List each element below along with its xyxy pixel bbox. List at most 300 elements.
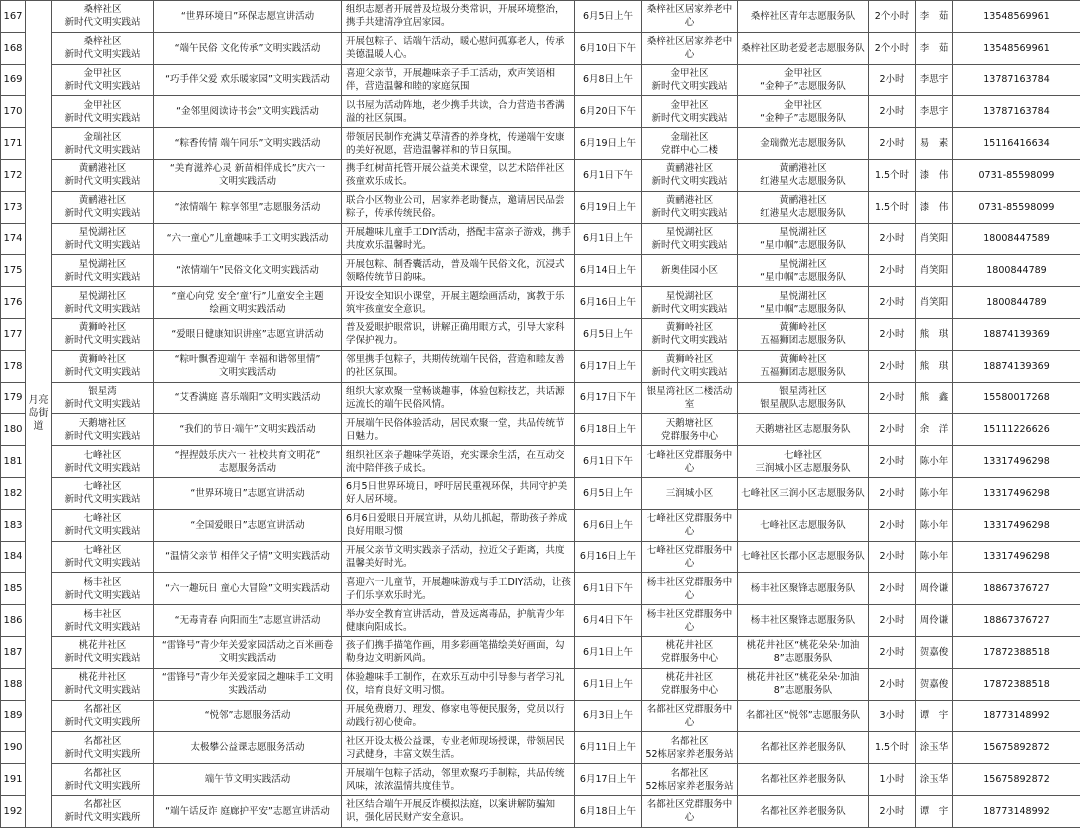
activity-description: 6月5日世界环境日，呼吁居民重视环保，共同守护美好人居环境。: [342, 477, 575, 509]
activity-duration: 2小时: [869, 668, 916, 700]
activity-name: [154, 64, 342, 96]
activity-place-line: 名都社区党群服务中心: [647, 799, 733, 823]
volunteer-team: [738, 446, 869, 478]
volunteer-team-line: 三润城小区志愿服务队: [755, 463, 850, 474]
contact-phone: 17872388518: [953, 636, 1080, 668]
contact-phone: 13548569961: [953, 1, 1080, 33]
contact-person: 肖笑阳: [916, 255, 953, 287]
volunteer-team-line: 黄鹂港社区: [779, 163, 827, 174]
volunteer-team-line: 银星湾社区: [779, 386, 827, 397]
contact-person: 漆 伟: [916, 191, 953, 223]
activity-place-line: 七峰社区党群服务中心: [647, 450, 733, 474]
activity-place-line: 七峰社区党群服务中心: [647, 545, 733, 569]
practice-site-line: 黄鹂港社区: [79, 195, 127, 206]
volunteer-team: [738, 32, 869, 64]
practice-site: [52, 255, 154, 287]
contact-person: 谭 宇: [916, 700, 953, 732]
practice-site-line: 星悦湖社区: [79, 259, 127, 270]
practice-site-line: 新时代文明实践站: [64, 590, 140, 601]
activity-place-line: 名都社区: [670, 736, 708, 747]
activity-duration: 2小时: [869, 350, 916, 382]
activity-name: [154, 700, 342, 732]
contact-person: 熊 琪: [916, 318, 953, 350]
contact-person: 易 素: [916, 128, 953, 160]
activity-date: 6月5日上午: [575, 318, 642, 350]
practice-site-line: 新时代文明实践所: [64, 812, 140, 823]
row-number: 170: [1, 96, 26, 128]
contact-person: 李 茹: [916, 32, 953, 64]
activity-date: 6月17日上午: [575, 764, 642, 796]
practice-site-line: 七峰社区: [83, 481, 121, 492]
activity-duration: 2小时: [869, 573, 916, 605]
activity-place-line: 桑梓社区居家养老中心: [647, 4, 733, 28]
activity-duration: 2小时: [869, 605, 916, 637]
activity-place: [642, 795, 738, 827]
activity-place: [642, 96, 738, 128]
activity-duration: 1.5个时: [869, 732, 916, 764]
table-row: [1, 541, 1080, 573]
row-number: 171: [1, 128, 26, 160]
activity-description: 邻里携手包粽子，共期传统端午民俗，营造和睦友善的社区氛围。: [342, 350, 575, 382]
activity-place-line: 黄狮岭社区: [666, 354, 714, 365]
volunteer-team: [738, 64, 869, 96]
row-number: 187: [1, 636, 26, 668]
practice-site-line: 新时代文明实践站: [64, 81, 140, 92]
volunteer-team: [738, 573, 869, 605]
activity-duration: 2小时: [869, 318, 916, 350]
practice-site-line: 杨丰社区: [83, 609, 121, 620]
table-row: [1, 668, 1080, 700]
volunteer-team: [738, 191, 869, 223]
row-number: 185: [1, 573, 26, 605]
contact-person: 涂玉华: [916, 764, 953, 796]
practice-site-line: 名都社区: [83, 799, 121, 810]
contact-person: 陈小年: [916, 541, 953, 573]
activity-description: 举办安全教育宣讲活动，普及远离毒品，护航青少年健康向阳成长。: [342, 605, 575, 637]
activity-date: 6月18日上午: [575, 414, 642, 446]
volunteer-team: [738, 700, 869, 732]
activity-description: 6月6日爱眼日开展宣讲，从幼儿抓起，帮助孩子养成良好用眼习惯: [342, 509, 575, 541]
row-number: 189: [1, 700, 26, 732]
contact-phone: 15580017268: [953, 382, 1080, 414]
volunteer-team: [738, 223, 869, 255]
practice-site: [52, 287, 154, 319]
row-number: 183: [1, 509, 26, 541]
practice-site-line: 名都社区: [83, 736, 121, 747]
activity-place-line: 金甲社区: [670, 100, 708, 111]
row-number: 178: [1, 350, 26, 382]
practice-site-line: 新时代文明实践站: [64, 685, 140, 696]
activity-name: [154, 382, 342, 414]
volunteer-team: [738, 732, 869, 764]
activity-name-line: “童心向党 安全‘童’行”儿童安全主题: [172, 291, 324, 302]
practice-site-line: 名都社区: [83, 768, 121, 779]
activity-place-line: 金甲社区: [670, 68, 708, 79]
contact-person: 陈小年: [916, 477, 953, 509]
practice-site: [52, 732, 154, 764]
practice-site-line: 新时代文明实践所: [64, 717, 140, 728]
practice-site: [52, 573, 154, 605]
activity-duration: 2小时: [869, 477, 916, 509]
activity-name: [154, 191, 342, 223]
practice-site: [52, 605, 154, 637]
volunteer-team-line: “星巾帼”志愿服务队: [760, 240, 846, 251]
activity-place: [642, 605, 738, 637]
activity-description: 开展包粽子、话端午活动，暖心慰问孤寡老人，传承美德温暖人心。: [342, 32, 575, 64]
volunteer-team: [738, 541, 869, 573]
contact-person: 周伶谦: [916, 605, 953, 637]
activity-place-line: 桃花井社区: [666, 672, 714, 683]
activity-date: 6月14日上午: [575, 255, 642, 287]
contact-person: 陈小年: [916, 446, 953, 478]
activity-name: [154, 159, 342, 191]
activity-date: 6月1日下午: [575, 446, 642, 478]
table-row: [1, 128, 1080, 160]
practice-site-line: 星悦湖社区: [79, 227, 127, 238]
activity-name-line: 文明实践活动: [219, 653, 276, 664]
contact-person: 熊 鑫: [916, 382, 953, 414]
volunteer-team-line: 七峰社区三润小区志愿服务队: [741, 488, 865, 499]
activity-description: 开展父亲节文明实践亲子活动，拉近父子距离，共度温馨美好时光。: [342, 541, 575, 573]
practice-site: [52, 700, 154, 732]
volunteer-team-line: 金瑞微光志愿服务队: [760, 138, 846, 149]
activity-description: 开设安全知识小课堂，开展主题绘画活动，寓教于乐筑牢孩童安全意识。: [342, 287, 575, 319]
volunteer-team-line: 星悦湖社区: [779, 227, 827, 238]
volunteer-team-line: 桃花井社区“桃花朵朵·加油: [747, 672, 859, 683]
contact-phone: 13317496298: [953, 446, 1080, 478]
activity-place-line: 党群服务中心: [661, 431, 718, 442]
contact-person: 余 洋: [916, 414, 953, 446]
activity-name: [154, 605, 342, 637]
volunteer-team-line: 桑梓社区青年志愿服务队: [751, 11, 856, 22]
table-row: [1, 159, 1080, 191]
row-number: 181: [1, 446, 26, 478]
contact-phone: 13317496298: [953, 509, 1080, 541]
activity-name: [154, 128, 342, 160]
practice-site-line: 桃花井社区: [79, 640, 127, 651]
activity-duration: 2个小时: [869, 32, 916, 64]
activity-name-line: “端午话反诈 庭廊护平安”志愿宣讲活动: [165, 806, 330, 817]
activity-place-line: 星悦湖社区: [666, 227, 714, 238]
activity-date: 6月20日下午: [575, 96, 642, 128]
practice-site-line: 新时代文明实践站: [64, 622, 140, 633]
contact-person: 李 茹: [916, 1, 953, 33]
activity-place-line: 党群服务中心: [661, 653, 718, 664]
row-number: 182: [1, 477, 26, 509]
volunteer-team: [738, 96, 869, 128]
contact-phone: 17872388518: [953, 668, 1080, 700]
contact-person: 周伶谦: [916, 573, 953, 605]
activity-date: 6月1日上午: [575, 636, 642, 668]
activity-name: [154, 32, 342, 64]
row-number: 180: [1, 414, 26, 446]
activity-place: [642, 732, 738, 764]
activity-description: 社区结合端午开展反诈模拟法庭，以案讲解防骗知识，强化居民财产安全意识。: [342, 795, 575, 827]
contact-phone: 1800844789: [953, 287, 1080, 319]
activity-name-line: “世界环境日”环保志愿宣讲活动: [181, 11, 314, 22]
activity-description: 开展包粽、制香囊活动，普及端午民俗文化，沉浸式领略传统节日韵味。: [342, 255, 575, 287]
activity-description: 开展免费磨刀、理发、修家电等便民服务，党员以行动践行初心使命。: [342, 700, 575, 732]
contact-person: 肖笑阳: [916, 287, 953, 319]
practice-site-line: 新时代文明实践站: [64, 272, 140, 283]
contact-person: 肖笑阳: [916, 223, 953, 255]
practice-site-line: 新时代文明实践站: [64, 240, 140, 251]
volunteer-team: [738, 668, 869, 700]
table-row: [1, 1, 1080, 33]
practice-site-line: 新时代文明实践站: [64, 176, 140, 187]
activity-place: [642, 668, 738, 700]
volunteer-team-line: 红港星火志愿服务队: [760, 208, 846, 219]
activity-place: [642, 1, 738, 33]
volunteer-team-line: 名都社区养老服务队: [760, 742, 846, 753]
volunteer-team-line: 红港星火志愿服务队: [760, 176, 846, 187]
contact-phone: 18874139369: [953, 350, 1080, 382]
volunteer-team-line: 金甲社区: [784, 100, 822, 111]
activity-name-line: “无毒青春 向阳而生”志愿宣讲活动: [175, 615, 321, 626]
table-row: [1, 509, 1080, 541]
activity-duration: 2个小时: [869, 1, 916, 33]
contact-phone: 18773148992: [953, 795, 1080, 827]
activity-place-line: 新时代文明实践站: [651, 367, 727, 378]
volunteer-team-line: 金甲社区: [784, 68, 822, 79]
activity-name: [154, 509, 342, 541]
volunteer-team: [738, 350, 869, 382]
table-row: [1, 32, 1080, 64]
activity-date: 6月10日下午: [575, 32, 642, 64]
practice-site-line: 星悦湖社区: [79, 291, 127, 302]
row-number: 174: [1, 223, 26, 255]
practice-site: [52, 128, 154, 160]
practice-site-line: 新时代文明实践站: [64, 494, 140, 505]
activity-place: [642, 446, 738, 478]
volunteer-team: [738, 159, 869, 191]
volunteer-team-line: 桃花井社区“桃花朵朵·加油: [747, 640, 859, 651]
activity-duration: 3小时: [869, 700, 916, 732]
table-row: [1, 477, 1080, 509]
activity-duration: 2小时: [869, 64, 916, 96]
volunteer-team-line: 七峰社区: [784, 450, 822, 461]
practice-site-line: 新时代文明实践站: [64, 145, 140, 156]
activity-name-line: 绘画文明实践活动: [209, 304, 285, 315]
practice-site-line: 名都社区: [83, 704, 121, 715]
volunteer-team-line: 名都社区养老服务队: [760, 774, 846, 785]
activity-description: 孩子们携手描笔作画，用多彩画笔描绘美好画面，勾勒身边文明新风尚。: [342, 636, 575, 668]
volunteer-team: [738, 255, 869, 287]
volunteer-team-line: 五福狮团志愿服务队: [760, 335, 846, 346]
table-row: [1, 573, 1080, 605]
table-row: [1, 636, 1080, 668]
activity-place-line: 新奥佳园小区: [661, 265, 718, 276]
practice-site-line: 新时代文明实践所: [64, 781, 140, 792]
activity-duration: 2小时: [869, 414, 916, 446]
activity-name: [154, 764, 342, 796]
activity-description: 开展趣味儿童手工DIY活动，搭配丰富亲子游戏，携手共度欢乐温馨时光。: [342, 223, 575, 255]
contact-phone: 13787163784: [953, 64, 1080, 96]
activity-name-line: “悦邻”志愿服务活动: [205, 710, 291, 721]
row-number: 176: [1, 287, 26, 319]
activity-place: [642, 764, 738, 796]
activity-date: 6月6日上午: [575, 509, 642, 541]
practice-site-line: 七峰社区: [83, 513, 121, 524]
activity-place: [642, 128, 738, 160]
activity-name-line: “粽叶飘香迎端午 幸福和谐邻里情”: [175, 354, 321, 365]
activity-date: 6月5日上午: [575, 477, 642, 509]
activity-name-line: 文明实践活动: [219, 367, 276, 378]
practice-site: [52, 1, 154, 33]
table-row: [1, 764, 1080, 796]
practice-site: [52, 636, 154, 668]
activity-name: [154, 414, 342, 446]
volunteer-team: [738, 382, 869, 414]
practice-site-line: 桑梓社区: [83, 36, 121, 47]
activity-date: 6月5日上午: [575, 1, 642, 33]
activity-name-line: 端午节文明实践活动: [205, 774, 291, 785]
volunteer-team-line: 8”志愿服务队: [774, 685, 832, 696]
practice-site-line: 新时代文明实践站: [64, 653, 140, 664]
activity-date: 6月3日上午: [575, 700, 642, 732]
row-number: 175: [1, 255, 26, 287]
practice-site-line: 新时代文明实践站: [64, 431, 140, 442]
activity-date: 6月1日下午: [575, 573, 642, 605]
activity-date: 6月18日上午: [575, 795, 642, 827]
table-row: [1, 64, 1080, 96]
activity-description: 组织社区亲子趣味学英语，充实课余生活，在互动交流中陪伴孩子成长。: [342, 446, 575, 478]
row-number: 168: [1, 32, 26, 64]
activity-name: [154, 96, 342, 128]
table-row: [1, 446, 1080, 478]
activity-place: [642, 32, 738, 64]
activity-duration: 2小时: [869, 255, 916, 287]
activity-description: 开展端午包粽子活动，邻里欢聚巧手制粽，共品传统风味，浓浓温情共度佳节。: [342, 764, 575, 796]
practice-site-line: 金瑞社区: [83, 132, 121, 143]
activity-place: [642, 414, 738, 446]
contact-phone: 0731-85598099: [953, 191, 1080, 223]
practice-site-line: 新时代文明实践站: [64, 208, 140, 219]
activity-name-line: “我们的节日·端午”文明实践活动: [179, 424, 315, 435]
practice-site: [52, 795, 154, 827]
activity-place: [642, 287, 738, 319]
volunteer-team-line: “金种子”志愿服务队: [760, 113, 846, 124]
practice-site-line: 黄狮岭社区: [79, 354, 127, 365]
activity-duration: 2小时: [869, 128, 916, 160]
activity-place: [642, 191, 738, 223]
activity-place: [642, 636, 738, 668]
activity-duration: 2小时: [869, 795, 916, 827]
volunteer-team: [738, 128, 869, 160]
activity-description: 普及爱眼护眼常识，讲解正确用眼方式，引导大家科学保护视力。: [342, 318, 575, 350]
activity-description: 开展端午民俗体验活动，居民欢聚一堂，共品传统节日魅力。: [342, 414, 575, 446]
practice-site-line: 新时代文明实践站: [64, 113, 140, 124]
volunteer-team: [738, 477, 869, 509]
volunteer-team: [738, 318, 869, 350]
row-number: 188: [1, 668, 26, 700]
volunteer-team-line: 名都社区“悦邻”志愿服务队: [746, 710, 860, 721]
practice-site: [52, 668, 154, 700]
activity-place-line: 名都社区党群服务中心: [647, 704, 733, 728]
activity-place-line: 名都社区: [670, 768, 708, 779]
activity-name-line: “巧手伴父爱 欢乐暖家园”文明实践活动: [165, 74, 330, 85]
practice-site-line: 黄鹂港社区: [79, 163, 127, 174]
activity-place-line: 三润城小区: [666, 488, 714, 499]
activity-name: [154, 350, 342, 382]
street-name: 月亮岛街道: [26, 1, 52, 828]
activity-place-line: 星悦湖社区: [666, 291, 714, 302]
volunteer-team-line: “金种子”志愿服务队: [760, 81, 846, 92]
activity-name-line: 志愿服务活动: [219, 463, 276, 474]
volunteer-team-line: 名都社区养老服务队: [760, 806, 846, 817]
volunteer-team-line: 七峰社区长郡小区志愿服务队: [741, 551, 865, 562]
volunteer-team-line: 天鹅塘社区志愿服务队: [755, 424, 850, 435]
contact-phone: 18008447589: [953, 223, 1080, 255]
activity-place-line: 黄狮岭社区: [666, 322, 714, 333]
activity-place-line: 党群中心二楼: [661, 145, 718, 156]
row-number: 191: [1, 764, 26, 796]
activity-place: [642, 509, 738, 541]
volunteer-team-line: 星悦湖社区: [779, 259, 827, 270]
activity-place-line: 天鹅塘社区: [666, 418, 714, 429]
activity-description: 携手红树苗托管开展公益美术课堂，以艺术陪伴社区孩童欢乐成长。: [342, 159, 575, 191]
practice-site: [52, 764, 154, 796]
activity-name-line: “浓情端午 粽享邻里”志愿服务活动: [175, 202, 321, 213]
row-number: 192: [1, 795, 26, 827]
contact-person: 熊 琪: [916, 350, 953, 382]
practice-site-line: 桑梓社区: [83, 4, 121, 15]
activity-place: [642, 318, 738, 350]
activity-place-line: 52栋居家养老服务站: [645, 781, 733, 792]
activity-name-line: “捏捏鼓乐庆六一 社校共育文明花”: [175, 450, 321, 461]
contact-person: 贺嘉俊: [916, 668, 953, 700]
contact-person: 陈小年: [916, 509, 953, 541]
activity-duration: 1.5个时: [869, 159, 916, 191]
contact-person: 李思宇: [916, 96, 953, 128]
table-body: [1, 1, 1080, 828]
activity-name-line: “艾香满庭 喜乐端阳”文明实践活动: [175, 392, 321, 403]
activity-place-line: 新时代文明实践站: [651, 304, 727, 315]
row-number: 184: [1, 541, 26, 573]
contact-person: 李思宇: [916, 64, 953, 96]
activity-name-line: “金邻里阅读诗书会”文明实践活动: [176, 106, 319, 117]
volunteer-team-line: 星悦湖社区: [779, 291, 827, 302]
practice-site: [52, 446, 154, 478]
practice-site-line: 黄狮岭社区: [79, 322, 127, 333]
practice-site: [52, 350, 154, 382]
practice-site: [52, 159, 154, 191]
activity-name: [154, 223, 342, 255]
activity-name-line: “温情父亲节 相伴父子情”文明实践活动: [165, 551, 330, 562]
activity-description: 联合小区物业公司，居家养老助餐点，邀请居民品尝粽子，传承传统民俗。: [342, 191, 575, 223]
activity-description: 喜迎父亲节，开展趣味亲子手工活动，欢声笑语相伴，营造温馨和睦的家庭氛围: [342, 64, 575, 96]
table-row: [1, 732, 1080, 764]
activity-duration: 2小时: [869, 636, 916, 668]
activity-name: [154, 795, 342, 827]
table-row: [1, 191, 1080, 223]
activity-date: 6月8日上午: [575, 64, 642, 96]
contact-person: 漆 伟: [916, 159, 953, 191]
activity-place-line: 金瑞社区: [670, 132, 708, 143]
activity-date: 6月1日上午: [575, 668, 642, 700]
volunteer-team-line: 银星靓队志愿服务队: [760, 399, 846, 410]
activity-place: [642, 350, 738, 382]
practice-site: [52, 318, 154, 350]
activity-name-line: “美育滋养心灵 新苗相伴成长”庆六一: [170, 163, 325, 174]
activity-place: [642, 541, 738, 573]
table-row: [1, 287, 1080, 319]
activity-name-line: “雷锋号”青少年关爱家园之趣味手工文明: [162, 672, 333, 683]
contact-phone: 15111226626: [953, 414, 1080, 446]
activity-name-line: 文明实践活动: [219, 176, 276, 187]
activity-duration: 2小时: [869, 96, 916, 128]
practice-site-line: 七峰社区: [83, 450, 121, 461]
